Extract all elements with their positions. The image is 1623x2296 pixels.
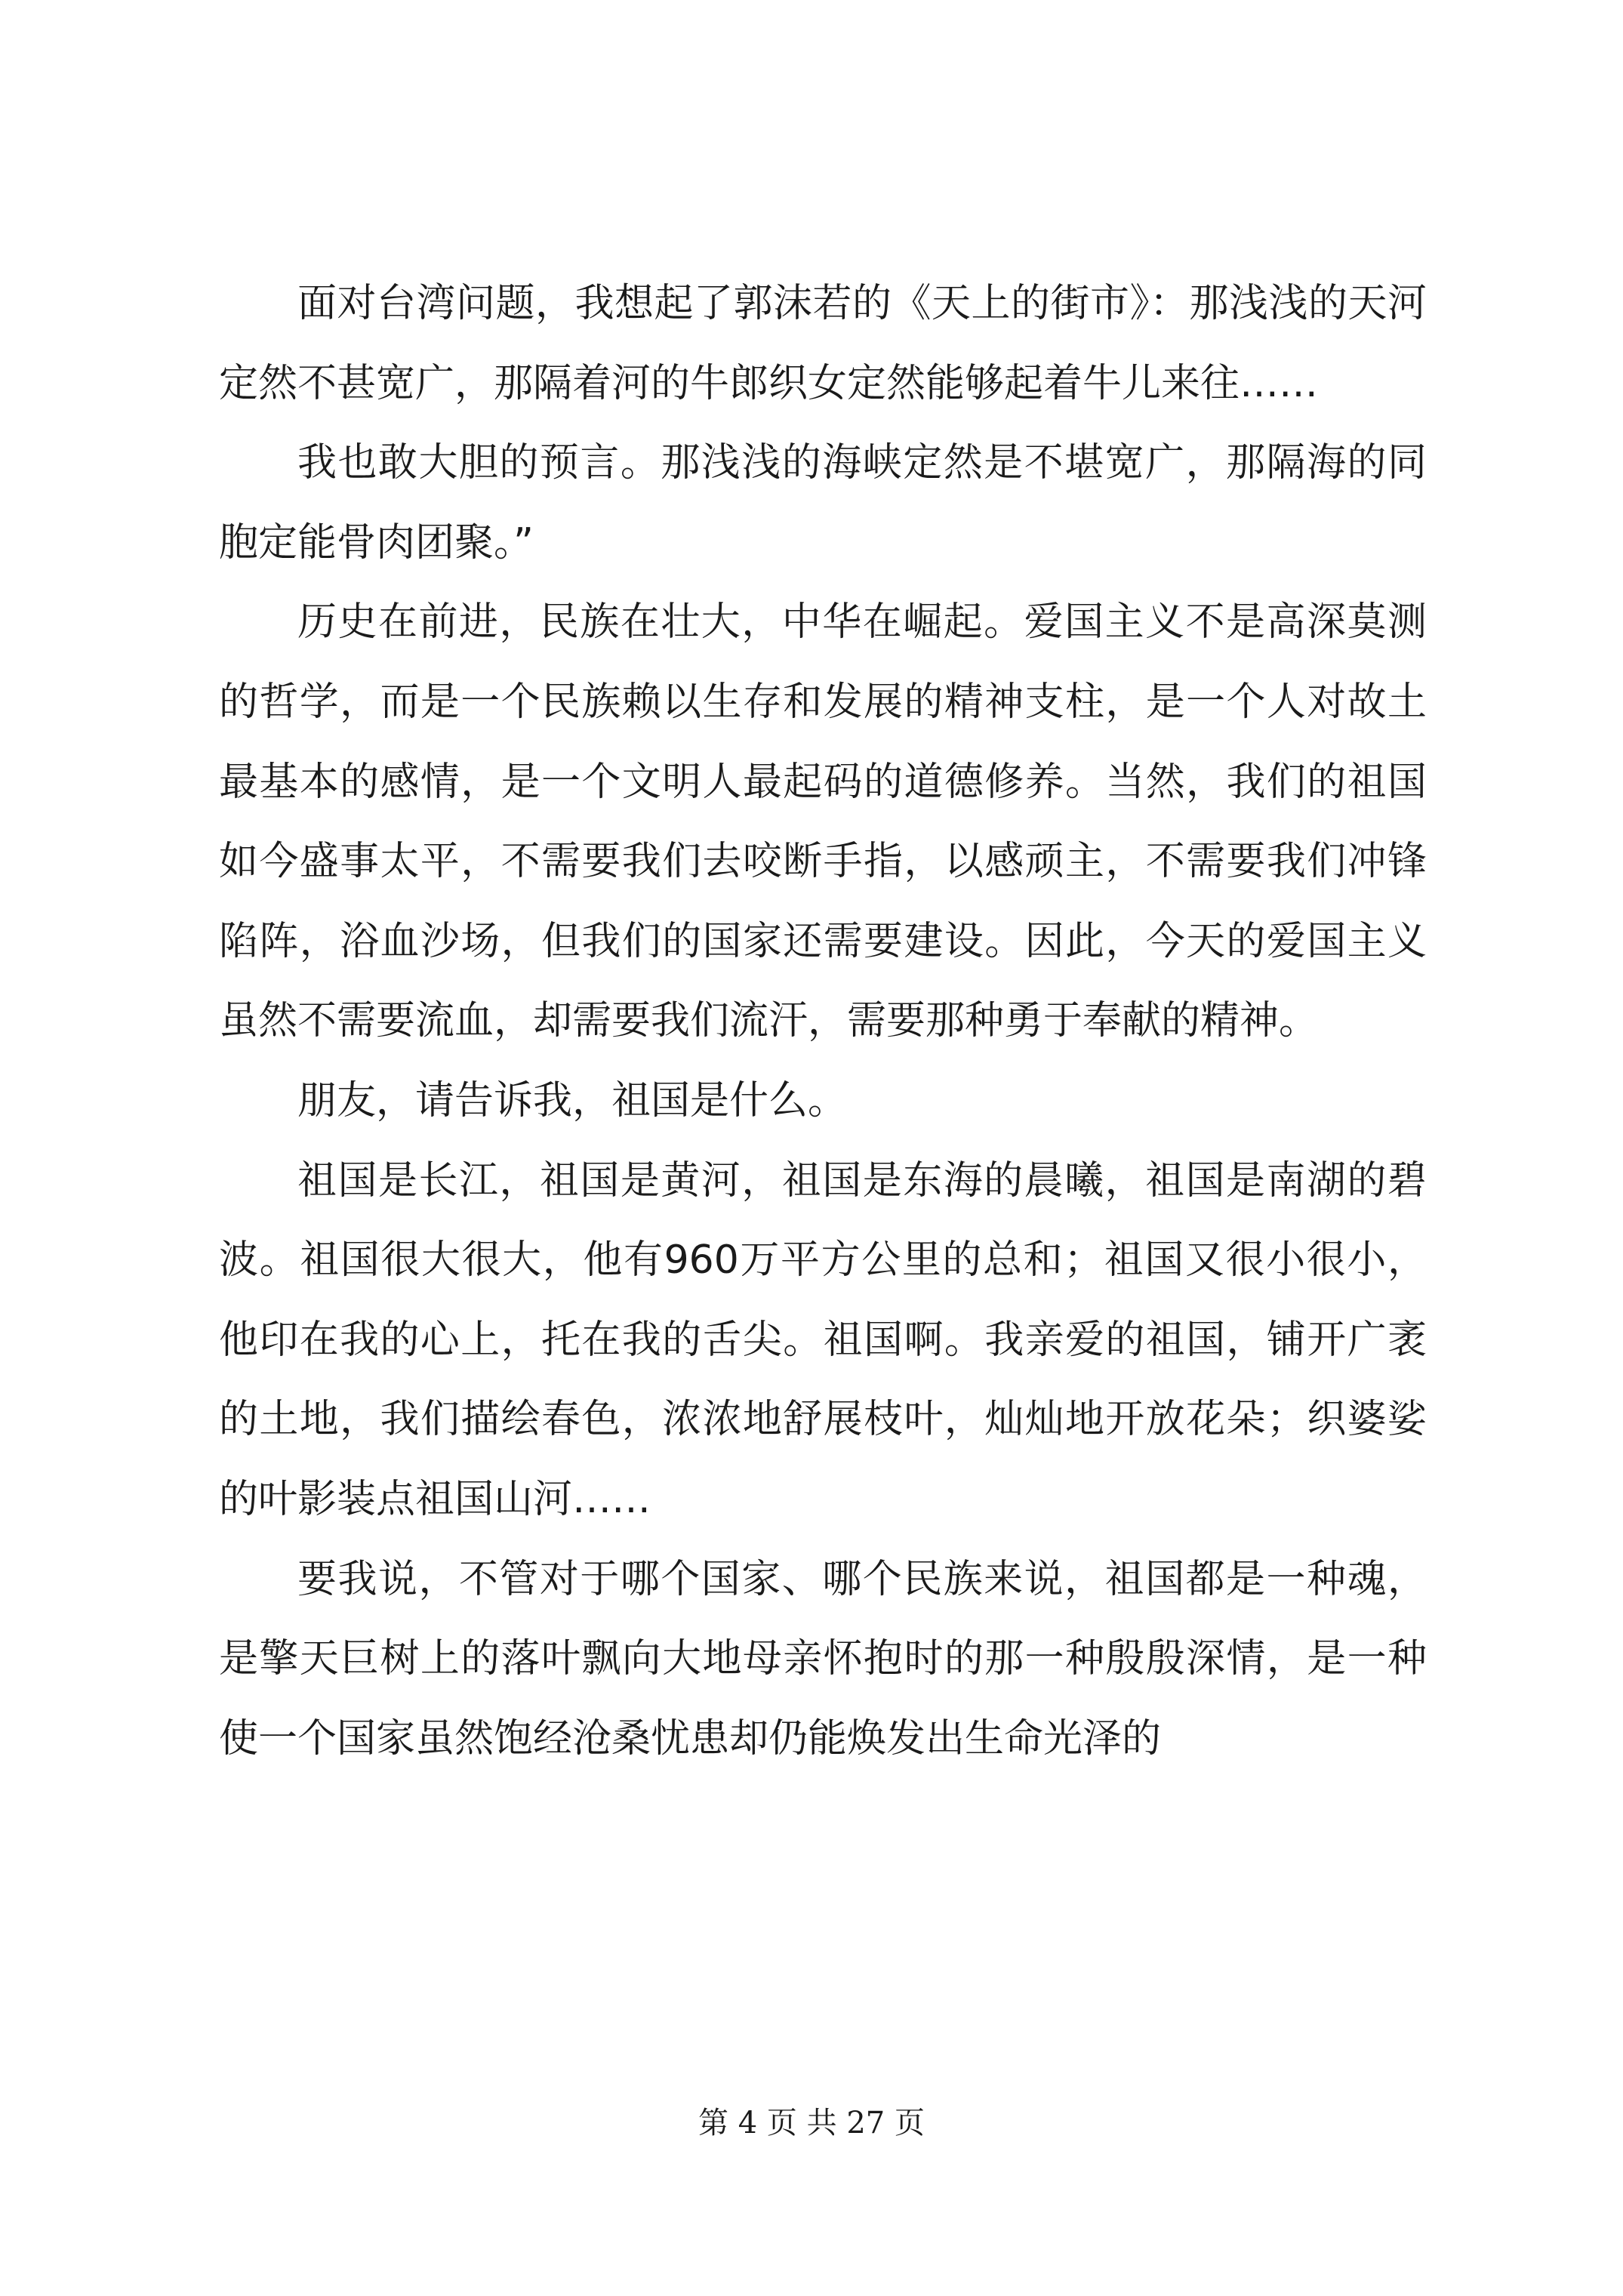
page-footer: 第 4 页 共 27 页 [698, 2106, 925, 2140]
document-body [219, 264, 1427, 1779]
paragraph-4: 朋友，请告诉我，祖国是什么。 [297, 1077, 848, 1123]
paragraph-5: 祖国是长江，祖国是黄河，祖国是东海的晨曦，祖国是南湖的碧波。祖国很大很大，他有960万平方公里的总和；祖国又很小很小，他印在我的心上，托在我的舌尖。祖国啊。我亲爱的祖国，铺开广袤的土地，我们描绘春色，浓浓地舒展枝叶，灿灿地开放花朵；织婆娑的叶影装点祖国山河…… [219, 1157, 1427, 1522]
paragraph-6: 要我说，不管对于哪个国家、哪个民族来说，祖国都是一种魂，是擎天巨树上的落叶飘向大地母亲怀抱时的那一种殷殷深情，是一种使一个国家虽然饱经沧桑忧患却仍能焕发出生命光泽的 [219, 1556, 1427, 1761]
paragraph-1: 面对台湾问题，我想起了郭沫若的《天上的街市》：那浅浅的天河定然不甚宽广，那隔着河的牛郎织女定然能够起着牛儿来往…… [219, 281, 1427, 406]
paragraph-3: 历史在前进，民族在壮大，中华在崛起。爱国主义不是高深莫测的哲学，而是一个民族赖以生存和发展的精神支柱，是一个人对故土最基本的感情，是一个文明人最起码的道德修养。当然，我们的祖国如今盛事太平，不需要我们去咬断手指，以感顽主，不需要我们冲锋陷阵，浴血沙场，但我们的国家还需要建设。因此，今天的爱国主义虽然不需要流血，却需要我们流汗，需要那种勇于奉献的精神。 [219, 599, 1427, 1044]
paragraph-2: 我也敢大胆的预言。那浅浅的海峡定然是不堪宽广，那隔海的同胞定能骨肉团聚。” [219, 440, 1427, 566]
